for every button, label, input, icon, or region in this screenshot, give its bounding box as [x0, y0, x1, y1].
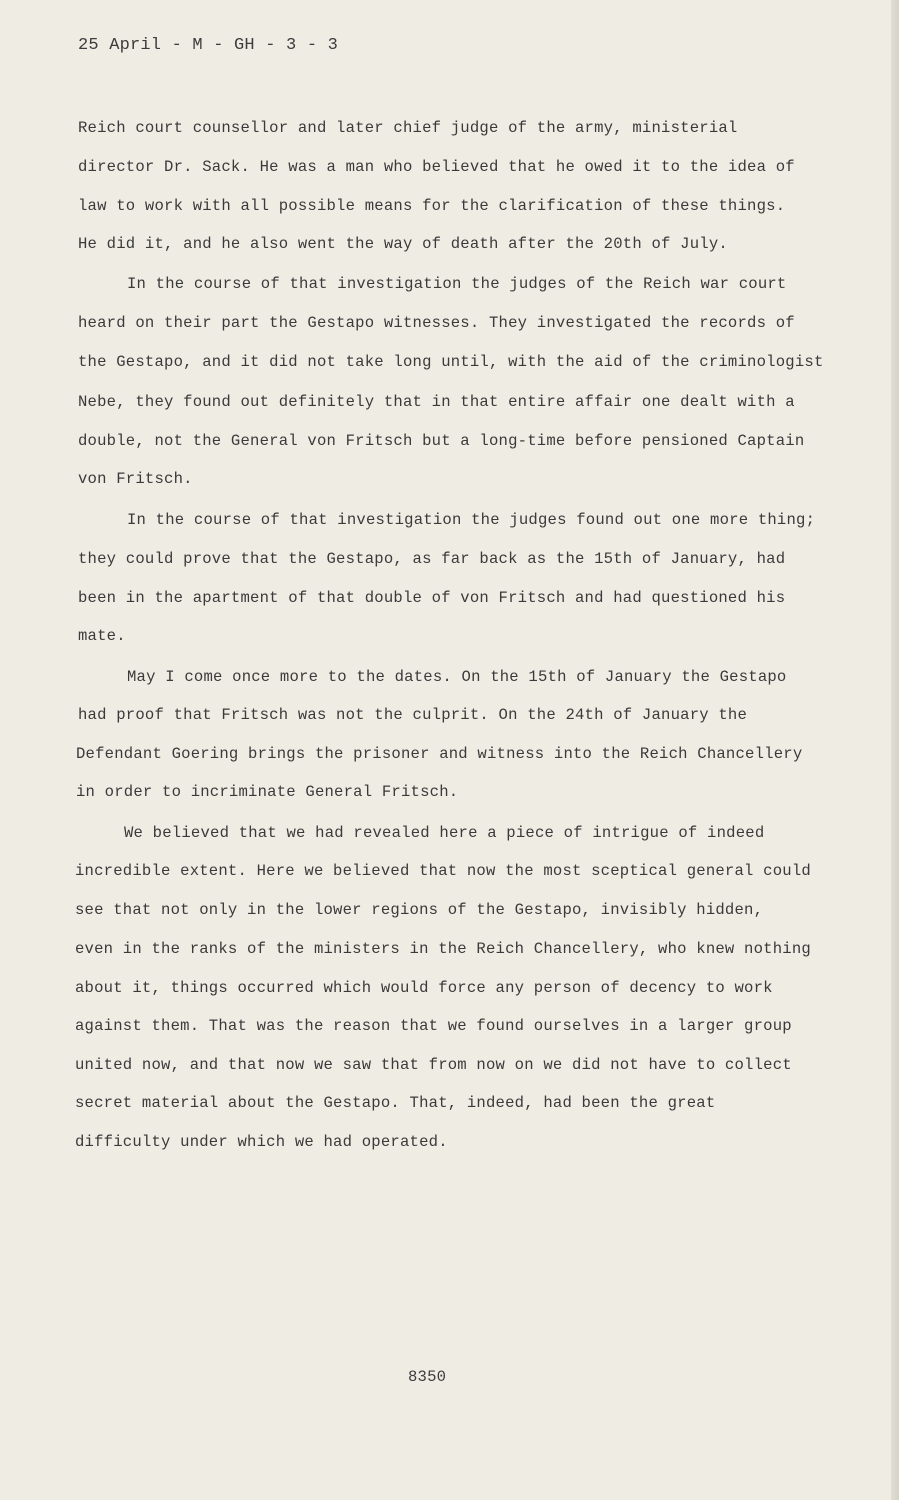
text-line: double, not the General von Fritsch but a long-time before pensioned Captain: [78, 432, 805, 450]
text-line: even in the ranks of the ministers in the Reich Chancellery, who knew nothing: [75, 940, 811, 958]
text-line: Defendant Goering brings the prisoner and witness into the Reich Chancellery: [76, 745, 803, 763]
text-line: law to work with all possible means for the clarification of these things.: [78, 197, 786, 215]
page-header: 25 April - M - GH - 3 - 3: [78, 36, 339, 55]
text-line: the Gestapo, and it did not take long until, with the aid of the criminologist: [78, 353, 824, 371]
text-line: been in the apartment of that double of von Fritsch and had questioned his: [78, 589, 786, 607]
text-line: in order to incriminate General Fritsch.: [76, 783, 459, 801]
text-line: secret material about the Gestapo. That, indeed, had been the great: [75, 1094, 716, 1112]
text-line: united now, and that now we saw that from now on we did not have to collect: [75, 1056, 792, 1074]
text-line: against them. That was the reason that we found ourselves in a larger group: [75, 1017, 792, 1035]
text-line: Nebe, they found out definitely that in that entire affair one dealt with a: [78, 393, 795, 411]
text-line: had proof that Fritsch was not the culprit. On the 24th of January the: [78, 706, 748, 724]
text-line: In the course of that investigation the judges found out one more thing;: [127, 511, 816, 529]
text-line: We believed that we had revealed here a piece of intrigue of indeed: [124, 824, 765, 842]
text-line: von Fritsch.: [78, 470, 193, 488]
text-line: incredible extent. Here we believed that now the most sceptical general could: [75, 862, 811, 880]
text-line: director Dr. Sack. He was a man who believed that he owed it to the idea of: [78, 158, 795, 176]
text-line: He did it, and he also went the way of death after the 20th of July.: [78, 235, 728, 253]
text-line: In the course of that investigation the judges of the Reich war court: [127, 275, 787, 293]
text-line: Reich court counsellor and later chief judge of the army, ministerial: [78, 119, 738, 137]
text-line: May I come once more to the dates. On the 15th of January the Gestapo: [127, 668, 787, 686]
page-edge: [891, 0, 899, 1500]
text-line: see that not only in the lower regions of the Gestapo, invisibly hidden,: [75, 901, 764, 919]
text-line: difficulty under which we had operated.: [75, 1133, 448, 1151]
page-number: 8350: [408, 1368, 447, 1386]
text-line: heard on their part the Gestapo witnesses. They investigated the records of: [78, 314, 795, 332]
text-line: about it, things occurred which would force any person of decency to work: [75, 979, 773, 997]
text-line: mate.: [78, 627, 126, 645]
text-line: they could prove that the Gestapo, as far back as the 15th of January, had: [78, 550, 786, 568]
